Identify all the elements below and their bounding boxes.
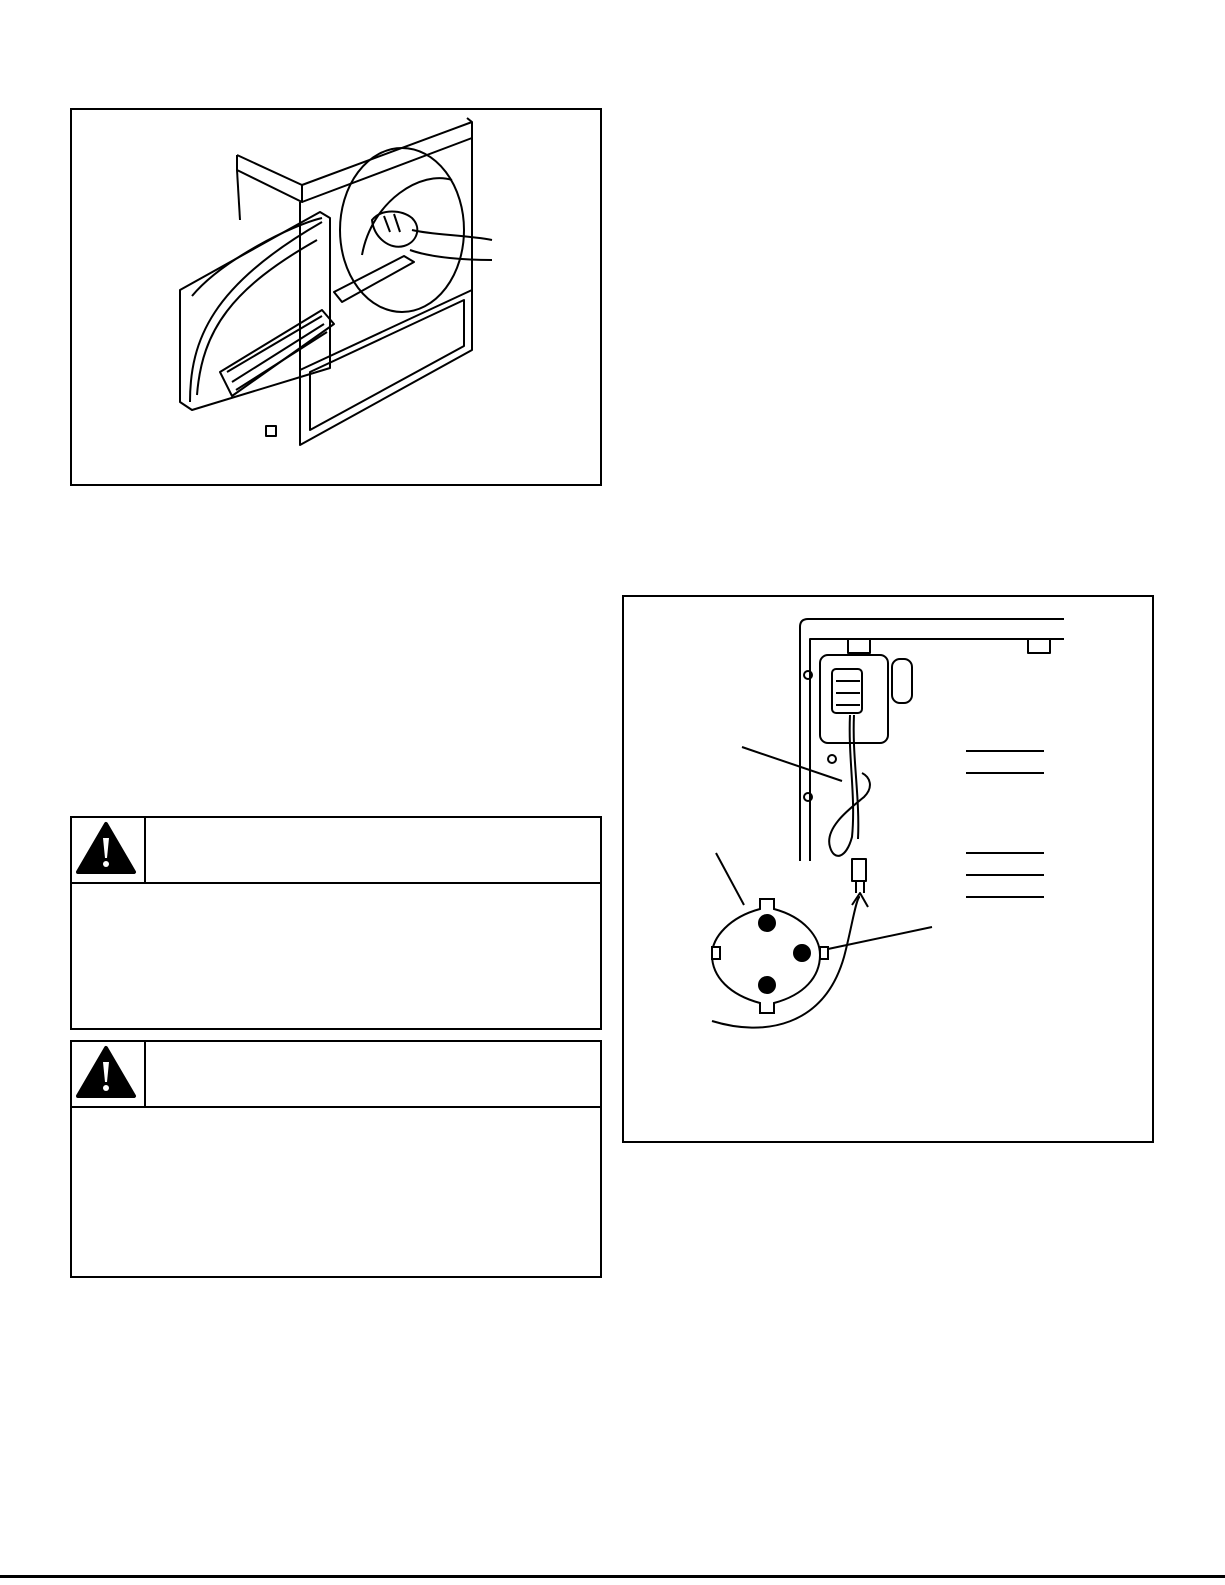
- power-cord-illustration: [624, 597, 1152, 1141]
- warning-box: [70, 1040, 602, 1278]
- footer-rule: [0, 1575, 1225, 1578]
- figure-power-cord: [622, 595, 1154, 1143]
- warning-box: [70, 816, 602, 1030]
- figure-dryer-cleaning: [70, 108, 602, 486]
- warning-header: [72, 818, 600, 884]
- dryer-illustration: [72, 110, 600, 484]
- warning-triangle-icon: [72, 1042, 146, 1106]
- warning-triangle-icon: [72, 818, 146, 882]
- warning-header: [72, 1042, 600, 1108]
